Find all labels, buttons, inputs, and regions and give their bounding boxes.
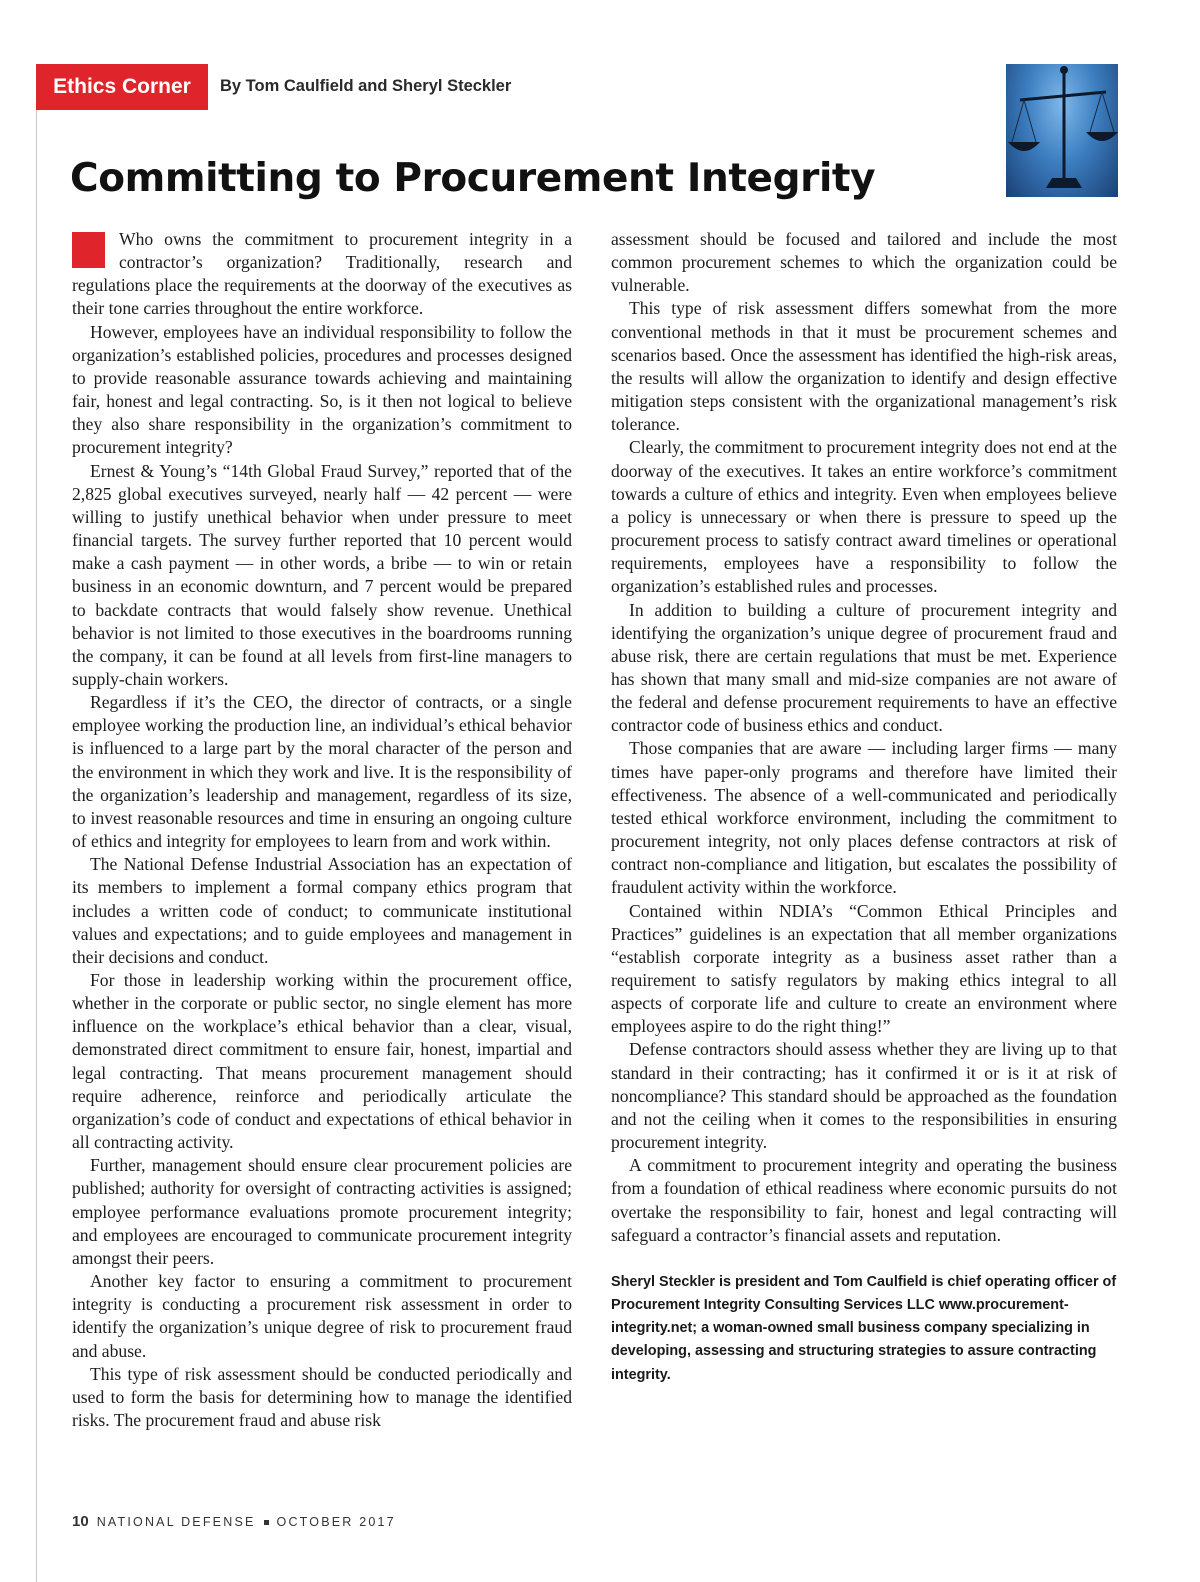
publication-name: NATIONAL DEFENSE	[96, 1515, 256, 1529]
article-column-2	[611, 228, 1117, 1387]
issue-date: OCTOBER 2017	[276, 1515, 396, 1529]
section-tag: Ethics Corner	[36, 64, 208, 110]
paragraph: This type of risk assessment differs somewhat from the more conventional methods in that it must be procurement schemes and scenarios based. Once the assessment has identified the high-risk areas, the results will allow the organization to identify and design effective mitigation steps consistent with the organizational management’s risk tolerance.	[611, 298, 1117, 435]
red-square-icon	[72, 232, 105, 268]
paragraph: A commitment to procurement integrity and operating the business from a foundation of ethical readiness where economic pursuits do not overtake the responsibility to fair, honest and legal contracting will safeguard a contractor’s financial assets and reputation.	[611, 1155, 1117, 1245]
paragraph: This type of risk assessment should be conducted periodically and used to form the basis for determining how to manage the identified risks. The procurement fraud and abuse risk	[72, 1363, 572, 1430]
byline: By Tom Caulfield and Sheryl Steckler	[220, 77, 512, 95]
paragraph: assessment should be focused and tailored and include the most common procurement schemes to which the organization could be vulnerable.	[611, 229, 1117, 296]
paragraph: Defense contractors should assess whether they are living up to that standard in their contracting; has it confirmed it or is it at risk of noncompliance? This standard should be approached as the foundation and not the ceiling when it comes to the responsibilities in ensuring procurement integrity.	[611, 1039, 1117, 1153]
paragraph: Further, management should ensure clear procurement policies are published; authority for oversight of contracting activities is assigned; employee performance evaluations promote procurement integrity; and employees are encouraged to communicate procurement integrity amongst their peers.	[72, 1155, 572, 1268]
paragraph: Clearly, the commitment to procurement integrity does not end at the doorway of the executives. It takes an entire workforce’s commitment towards a culture of ethics and integrity. Even when employees believe a policy is unnecessary or when there is pressure to speed up the procurement process to satisfy contract award timelines or operational requirements, employees have a responsibility to follow the organization’s established rules and processes.	[611, 437, 1117, 597]
paragraph: For those in leadership working within the procurement office, whether in the corporate or public sector, no single element has more influence on the workplace’s ethical behavior than a clear, visual, demonstrated direct commitment to ensure fair, honest, impartial and legal contracting. That means procurement management should require adherence, reinforce and periodically articulate the organization’s code of conduct and expectations of ethical behavior in all contracting activity.	[72, 970, 572, 1153]
headline: Committing to Procurement Integrity	[70, 156, 876, 201]
author-bio: Sheryl Steckler is president and Tom Caulfield is chief operating officer of Procurement Integrity Consulting Services LLC www.procurement-integrity.net; a woman-owned small business company specializing in developing, assessing and structuring strategies to assure contracting integrity.	[611, 1273, 1117, 1383]
paragraph: Another key factor to ensuring a commitment to procurement integrity is conducting a procurement risk assessment in order to identify the organization’s unique degree of risk to procurement fraud and abuse.	[72, 1271, 572, 1361]
separator-dot	[264, 1520, 269, 1525]
paragraph: The National Defense Industrial Association has an expectation of its members to implement a formal company ethics program that includes a written code of conduct; to communicate institutional values and expectations; and to guide employees and management in their decisions and conduct.	[72, 854, 572, 967]
paragraph-text: Who owns the commitment to procurement integrity in a contractor’s organization? Traditionally, research and regulations place the requirements at the doorway of the executives as their tone carries throughout the entire workforce.	[72, 229, 572, 319]
page-footer	[72, 1513, 396, 1530]
paragraph: Those companies that are aware — including larger firms — many times have paper-only programs and therefore have limited their effectiveness. The absence of a well-communicated and periodically tested ethical workforce environment, including the commitment to procurement integrity, not only places defense contractors at risk of contract non-compliance and litigation, but escalates the possibility of fraudulent activity within the workforce.	[611, 738, 1117, 898]
left-margin-rule	[36, 68, 37, 1582]
paragraph	[72, 228, 572, 321]
article-column-1	[72, 228, 572, 1432]
paragraph: Regardless if it’s the CEO, the director of contracts, or a single employee working the production line, an individual’s ethical behavior is influenced to a large part by the moral character of the person and the environment in which they work and live. It is the responsibility of the organization’s leadership and management, regardless of its size, to invest reasonable resources and time in ensuring an ongoing culture of ethics and integrity for employees to learn from and work within.	[72, 692, 572, 852]
scales-of-justice-icon	[1006, 64, 1118, 197]
paragraph: Contained within NDIA’s “Common Ethical Principles and Practices” guidelines is an expectation that all member organizations “establish corporate integrity as a business asset rather than a requirement to satisfy regulators by making ethics integral to all aspects of corporate life and culture to create an environment where employees aspire to do the right thing!”	[611, 900, 1117, 1037]
page-number: 10	[72, 1513, 89, 1530]
paragraph: In addition to building a culture of procurement integrity and identifying the organization’s unique degree of procurement fraud and abuse risk, there are certain regulations that must be met. Experience has shown that many small and mid-size companies are not aware of the federal and defense procurement requirements to have an effective contractor code of business ethics and conduct.	[611, 599, 1117, 736]
paragraph: Ernest & Young’s “14th Global Fraud Survey,” reported that of the 2,825 global executives surveyed, nearly half — 42 percent — were willing to justify unethical behavior when under pressure to meet financial targets. The survey further reported that 10 percent would make a cash payment — in other words, a bribe — to win or retain business in an economic downturn, and 7 percent would be prepared to backdate contracts that would falsely show revenue. Unethical behavior is not limited to those executives in the boardrooms running the company, it can be found at all levels from first-line managers to supply-chain workers.	[72, 460, 572, 689]
paragraph: However, employees have an individual responsibility to follow the organization’s established policies, procedures and processes designed to provide reasonable assurance towards achieving and maintaining fair, honest and legal contracting. So, is it then not logical to believe they also share responsibility in the organization’s commitment to procurement integrity?	[72, 321, 572, 458]
